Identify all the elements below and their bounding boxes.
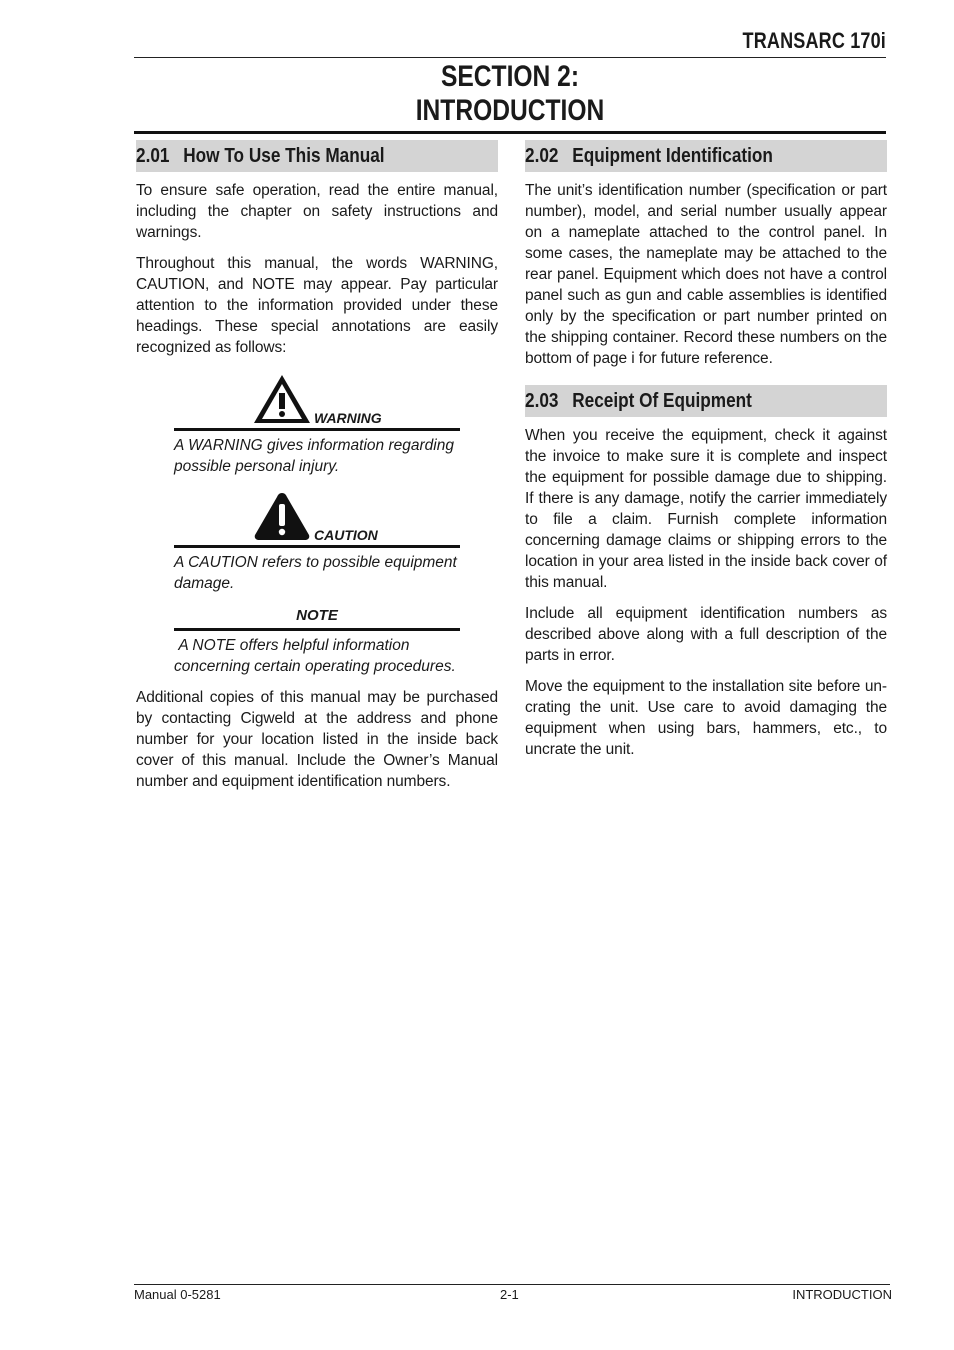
paragraph: When you receive the equipment, check it against the invoice to make sure it is complete and inspect the equipment for possible damage due to shipping. If there is any damage, notify the carrier immediately to file a claim. Furnish complete information concerning damage claims or shipping errors to the location in your area listed in the inside back cover of this manual. [525,427,887,591]
paragraph: To ensure safe operation, read the entire manual, including the chapter on safety instructions and warnings. [136,182,498,241]
footer-page-number: 2-1 [500,1287,519,1302]
note-label: NOTE [174,604,460,631]
right-column [525,140,887,770]
paragraph: Move the equipment to the installation site before un-crating the unit. Use care to avoid damaging the equipment when using bars, hammers, etc., to uncrate the unit. [525,678,887,758]
section-rule [134,131,886,134]
paragraph: Throughout this manual, the words WARNING, CAUTION, and NOTE may appear. Pay particular attention to the information provided under these headings. These special annotations are easily recognized as follows: [136,255,498,356]
paragraph: Additional copies of this manual may be purchased by contacting Cigweld at the address and phone number for your location listed in the inside back cover of this manual. Include the Owner’s Manual number and equipment identification numbers. [136,689,498,790]
paragraph: Include all equipment identification numbers as described above along with a full description of the parts in error. [525,605,887,664]
warning-label: WARNING [314,410,382,426]
heading-2-03 [525,385,887,417]
heading-2-02 [525,140,887,172]
left-column [136,140,498,802]
header-product-title: TRANSARC 170i [742,28,886,53]
footer-chapter: INTRODUCTION [792,1287,892,1302]
heading-title: How To Use This Manual [183,145,385,167]
footer-manual-number: Manual 0-5281 [134,1287,221,1302]
heading-number: 2.01 [136,145,170,167]
caution-label: CAUTION [314,527,378,543]
footer-rule [134,1284,890,1285]
note-notice [174,604,460,677]
heading-2-01 [136,140,498,172]
section-title-line1: SECTION 2: [440,60,580,93]
heading-number: 2.02 [525,145,559,167]
caution-notice [174,487,460,594]
heading-number: 2.03 [525,390,559,412]
warning-triangle-icon [252,373,312,425]
warning-notice [174,368,460,477]
heading-title: Equipment Identification [572,145,773,167]
heading-title: Receipt Of Equipment [572,390,752,412]
caution-triangle-icon [252,490,312,542]
caution-text: A CAUTION refers to possible equipment damage. [174,554,457,592]
section-title-line2: INTRODUCTION [415,94,605,127]
caution-header [174,487,460,548]
warning-text: A WARNING gives information regarding possible personal injury. [174,437,454,475]
section-title [202,60,819,128]
warning-header [174,368,460,431]
note-text: A NOTE offers helpful information concerning certain operating procedures. [174,637,456,675]
paragraph: The unit’s identification number (specification or part number), model, and serial number usually appear on a nameplate attached to the control panel. In some cases, the nameplate may be attached to the rear panel. Equipment which does not have a control panel such as gun and cable assemblies is identified only by the specification or part number printed on the shipping container. Record these numbers on the bottom of page i for future reference. [525,182,887,367]
header-rule [134,57,886,58]
